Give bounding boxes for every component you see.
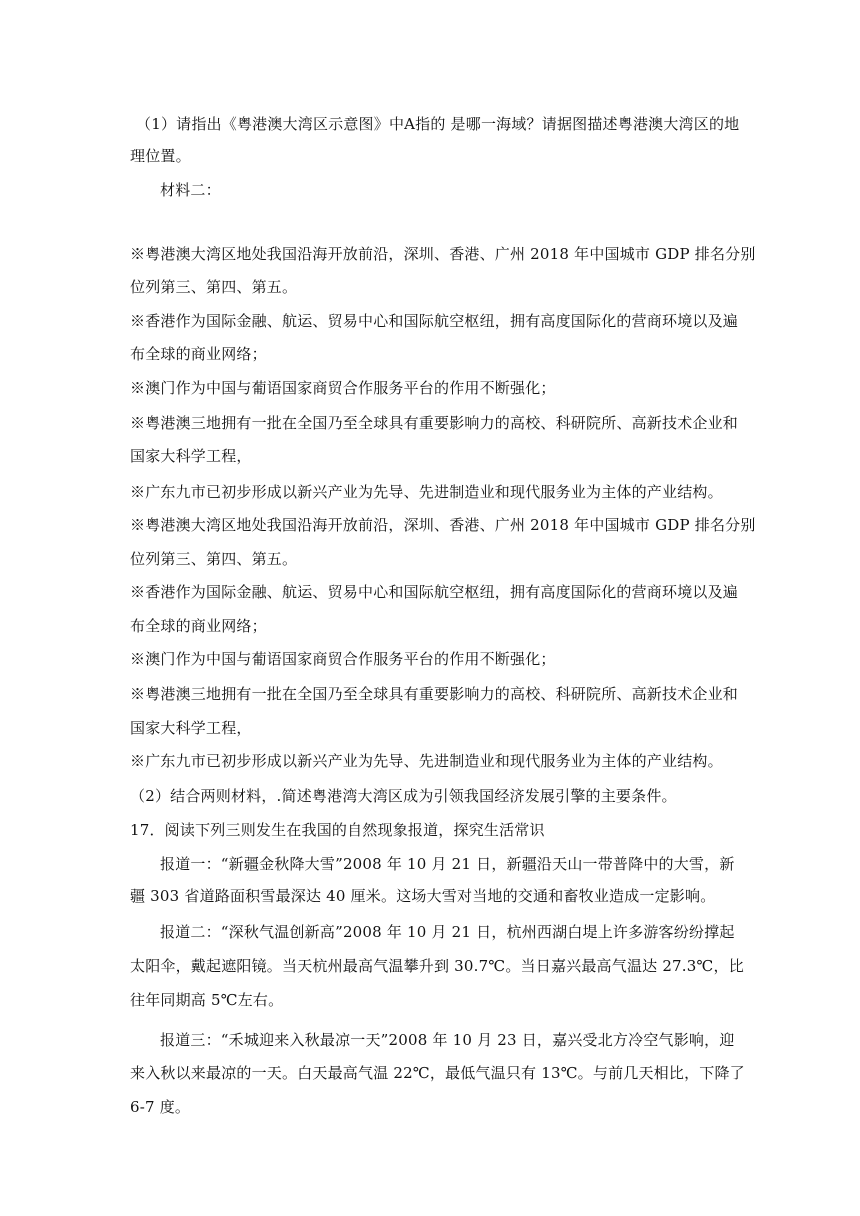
material-line: 国家大科学工程， [130, 719, 252, 737]
material-2-heading: 材料二： [160, 181, 221, 199]
material-line: 布全球的商业网络； [130, 345, 267, 363]
report-3-line-3: 6-7 度。 [130, 1098, 191, 1116]
report-3-line-1: 报道三：“禾城迎来入秋最凉一天”2008 年 10 月 23 日，嘉兴受北方冷空气影响，迎 [160, 1031, 735, 1049]
material-line: ※广东九市已初步形成以新兴产业为先导、先进制造业和现代服务业为主体的产业结构。 [130, 483, 723, 501]
question-2: （2）结合两则材料，.简述粤港湾大湾区成为引领我国经济发展引擎的主要条件。 [130, 787, 677, 805]
report-2-line-3: 往年同期高 5℃左右。 [130, 991, 284, 1009]
material-line: 布全球的商业网络； [130, 617, 267, 635]
material-line: ※粤港澳三地拥有一批在全国乃至全球具有重要影响力的高校、科研院所、高新技术企业和 [130, 414, 739, 432]
report-2-line-1: 报道二：“深秋气温创新高”2008 年 10 月 21 日，杭州西湖白堤上许多游客纷纷撑起 [160, 923, 735, 941]
report-3-line-2: 来入秋以来最凉的一天。白天最高气温 22℃，最低气温只有 13℃。与前几天相比，下降了 [130, 1064, 745, 1082]
material-line: ※澳门作为中国与葡语国家商贸合作服务平台的作用不断强化； [130, 379, 556, 397]
report-1-line-1: 报道一：“新疆金秋降大雪”2008 年 10 月 21 日，新疆沿天山一带普降中的大雪，新 [160, 855, 735, 873]
material-line: ※粤港澳大湾区地处我国沿海开放前沿，深圳、香港、广州 2018 年中国城市 GDP 排名分别 [130, 245, 756, 263]
report-1-line-2: 疆 303 省道路面积雪最深达 40 厘米。这场大雪对当地的交通和畜牧业造成一定影响。 [130, 887, 716, 905]
material-line: ※澳门作为中国与葡语国家商贸合作服务平台的作用不断强化； [130, 650, 556, 668]
question-1-line-1: （1）请指出《粤港澳大湾区示意图》中A指的 是哪一海域？请据图描述粤港澳大湾区的地 [136, 115, 740, 133]
material-line: 位列第三、第四、第五。 [130, 550, 298, 568]
question-17-heading: 17．阅读下列三则发生在我国的自然现象报道，探究生活常识 [130, 821, 545, 839]
material-line: 位列第三、第四、第五。 [130, 278, 298, 296]
material-line: ※粤港澳大湾区地处我国沿海开放前沿，深圳、香港、广州 2018 年中国城市 GDP 排名分别 [130, 516, 756, 534]
material-line: ※香港作为国际金融、航运、贸易中心和国际航空枢纽，拥有高度国际化的营商环境以及遍 [130, 312, 739, 330]
material-line: ※广东九市已初步形成以新兴产业为先导、先进制造业和现代服务业为主体的产业结构。 [130, 752, 723, 770]
material-line: ※香港作为国际金融、航运、贸易中心和国际航空枢纽，拥有高度国际化的营商环境以及遍 [130, 583, 739, 601]
material-line: 国家大科学工程， [130, 447, 252, 465]
material-line: ※粤港澳三地拥有一批在全国乃至全球具有重要影响力的高校、科研院所、高新技术企业和 [130, 685, 739, 703]
report-2-line-2: 太阳伞，戴起遮阳镜。当天杭州最高气温攀升到 30.7℃。当日嘉兴最高气温达 27.3℃，比 [130, 957, 744, 975]
question-1-line-2: 理位置。 [130, 147, 191, 165]
